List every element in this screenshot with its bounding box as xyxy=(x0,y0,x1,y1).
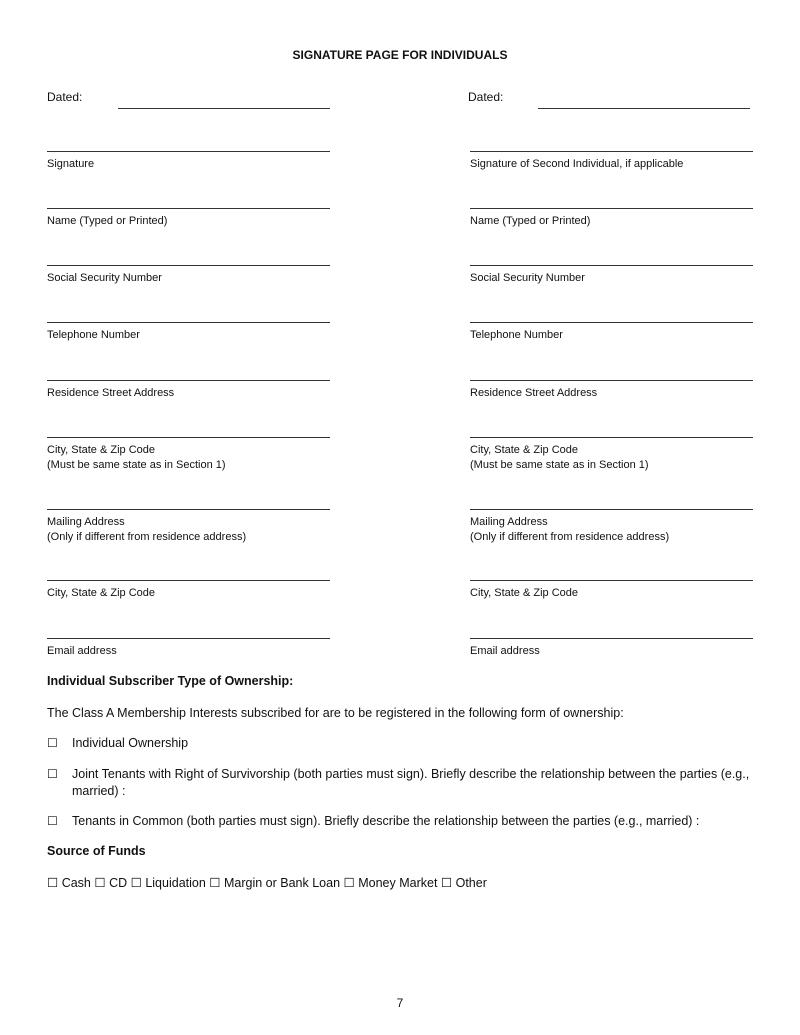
street-label-right: Residence Street Address xyxy=(470,387,598,399)
funds-checkbox-margin[interactable]: ☐ xyxy=(209,876,221,890)
ownership-checkbox-tenants-common[interactable]: ☐ xyxy=(47,814,58,828)
ownership-option-joint-tenants: Joint Tenants with Right of Survivorship (both parties must sign). Briefly describe the relationship between the parties (e.g., married) : xyxy=(72,767,750,798)
ownership-option-tenants-common: Tenants in Common (both parties must sign). Briefly describe the relationship between the parties (e.g., married) : xyxy=(72,814,700,828)
ownership-checkbox-individual[interactable]: ☐ xyxy=(47,736,58,750)
funds-checkbox-cash[interactable]: ☐ xyxy=(47,876,59,890)
funds-checkbox-liquidation[interactable]: ☐ xyxy=(130,876,142,890)
name-label-right: Name (Typed or Printed) xyxy=(470,215,591,227)
city-note-right: (Must be same state as in Section 1) xyxy=(470,459,649,471)
funds-checkbox-other[interactable]: ☐ xyxy=(440,876,453,890)
street-label-left: Residence Street Address xyxy=(47,387,175,399)
mailing-city-label-left: City, State & Zip Code xyxy=(47,587,156,599)
phone-field-right[interactable] xyxy=(470,322,753,323)
phone-field-left[interactable] xyxy=(47,322,330,323)
mailing-city-field-right[interactable] xyxy=(470,580,753,581)
ownership-checkbox-joint-tenants[interactable]: ☐ xyxy=(47,767,58,781)
signature-field-left[interactable] xyxy=(47,151,330,152)
name-field-right[interactable] xyxy=(470,208,753,209)
city-field-left[interactable] xyxy=(47,437,330,438)
funds-option-cd: CD xyxy=(109,876,128,890)
ssn-field-left[interactable] xyxy=(47,265,330,266)
signature-field-right[interactable] xyxy=(470,151,753,152)
ownership-heading: Individual Subscriber Type of Ownership: xyxy=(47,674,294,688)
funds-option-margin: Margin or Bank Loan xyxy=(223,876,341,890)
dated-field-left[interactable] xyxy=(118,108,330,109)
ssn-label-left: Social Security Number xyxy=(47,272,162,284)
email-field-right[interactable] xyxy=(470,638,753,639)
page-number: 7 xyxy=(396,996,404,1010)
phone-label-right: Telephone Number xyxy=(470,329,563,341)
email-label-right: Email address xyxy=(470,645,540,657)
signature-label-left: Signature xyxy=(47,158,95,170)
street-field-left[interactable] xyxy=(47,380,330,381)
mailing-label-left: Mailing Address xyxy=(47,516,125,528)
email-field-left[interactable] xyxy=(47,638,330,639)
funds-option-money-market: Money Market xyxy=(358,876,438,890)
funds-checkbox-money-market[interactable]: ☐ xyxy=(343,876,355,890)
city-label-right: City, State & Zip Code xyxy=(470,444,579,456)
email-label-left: Email address xyxy=(47,645,117,657)
signature-label-right: Signature of Second Individual, if applicable xyxy=(470,158,684,170)
name-field-left[interactable] xyxy=(47,208,330,209)
ssn-label-right: Social Security Number xyxy=(470,272,585,284)
mailing-field-left[interactable] xyxy=(47,509,330,510)
mailing-field-right[interactable] xyxy=(470,509,753,510)
funds-options-row xyxy=(47,875,487,892)
ssn-field-right[interactable] xyxy=(470,265,753,266)
street-field-right[interactable] xyxy=(470,380,753,381)
city-label-left: City, State & Zip Code xyxy=(47,444,156,456)
dated-field-right[interactable] xyxy=(538,108,750,109)
funds-checkbox-cd[interactable]: ☐ xyxy=(94,876,106,890)
mailing-city-label-right: City, State & Zip Code xyxy=(470,587,579,599)
funds-option-cash: Cash xyxy=(61,876,91,890)
ownership-option-individual: Individual Ownership xyxy=(72,736,189,750)
ownership-intro: The Class A Membership Interests subscribed for are to be registered in the following form of ownership: xyxy=(47,706,624,720)
phone-label-left: Telephone Number xyxy=(47,329,140,341)
funds-option-other: Other xyxy=(455,876,487,890)
funds-heading: Source of Funds xyxy=(47,844,146,858)
city-note-left: (Must be same state as in Section 1) xyxy=(47,459,226,471)
mailing-note-left: (Only if different from residence address) xyxy=(47,531,247,543)
dated-label-right: Dated: xyxy=(468,90,504,104)
page-title: SIGNATURE PAGE FOR INDIVIDUALS xyxy=(292,48,508,62)
name-label-left: Name (Typed or Printed) xyxy=(47,215,168,227)
dated-label-left: Dated: xyxy=(47,90,83,104)
funds-option-liquidation: Liquidation xyxy=(145,876,206,890)
city-field-right[interactable] xyxy=(470,437,753,438)
mailing-city-field-left[interactable] xyxy=(47,580,330,581)
mailing-note-right: (Only if different from residence address) xyxy=(470,531,670,543)
mailing-label-right: Mailing Address xyxy=(470,516,548,528)
